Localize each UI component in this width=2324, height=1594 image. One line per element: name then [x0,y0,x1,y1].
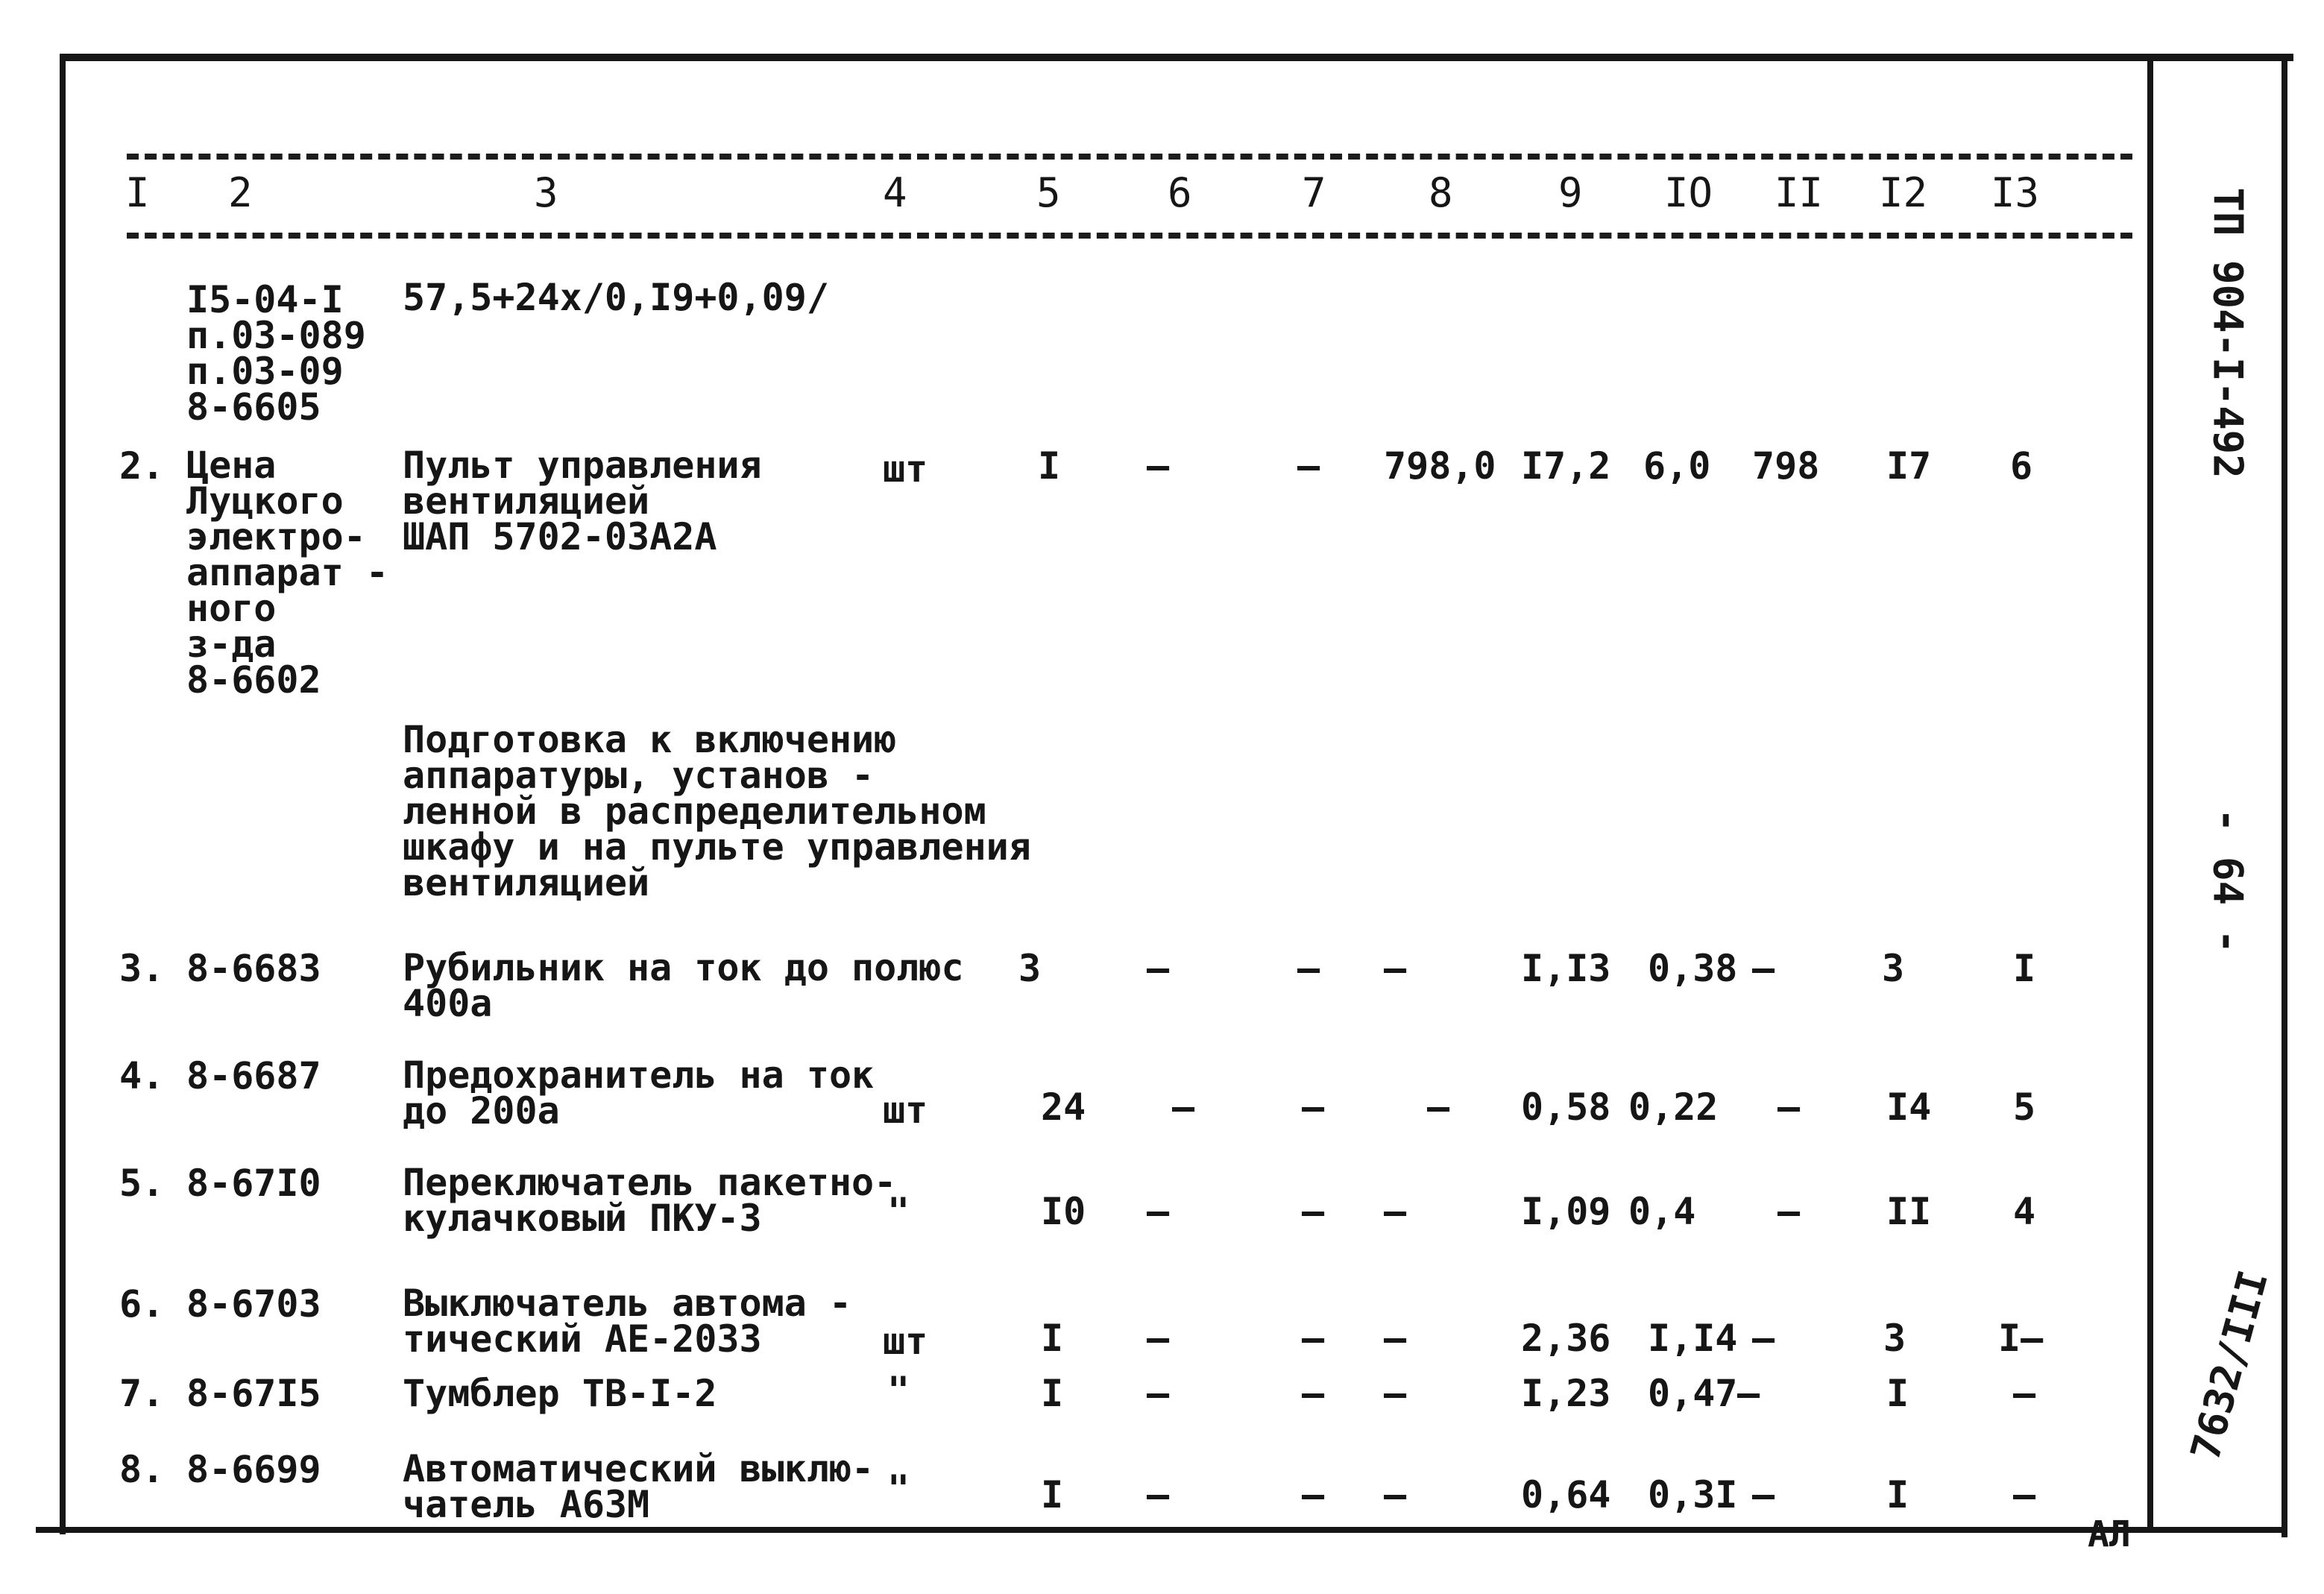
row-col9: 2,36 [1521,1317,1611,1360]
row-name: Рубильник на ток до полюс 400а [403,946,964,1025]
row-code: 8-6683 [186,947,321,990]
row-col8: – [1384,947,1407,990]
row-col10: I,I4 [1648,1317,1738,1360]
header-col-6: 6 [1168,169,1192,216]
frame-border-bottom [36,1527,2287,1533]
row-name: Переключатель пакетно- кулачковый ПКУ-3 [403,1161,897,1240]
row-col11: 798 [1752,444,1820,488]
row-unit: " [887,1369,910,1412]
header-col-11: II [1775,169,1824,216]
row-col9: I,I3 [1521,947,1611,990]
header-col-9: 9 [1558,169,1583,216]
row-col6: – [1147,444,1170,488]
row-col13: 6 [2010,444,2033,488]
header-col-4: 4 [883,169,907,216]
row-quantity: I0 [1041,1190,1086,1233]
row-name: Выключатель автома - тический АЕ-2033 [403,1282,852,1361]
row-name: Пульт управления вентиляцией ШАП 5702-03А2А [403,444,762,558]
row-col12: I4 [1886,1086,1932,1129]
header-col-7: 7 [1302,169,1326,216]
row-col10: 0,22 [1628,1086,1719,1129]
row-number: 4. [119,1054,165,1097]
stamp-divider-line [2147,61,2153,1530]
row-unit: " [887,1190,910,1233]
row-col13: 5 [2013,1086,2036,1129]
row-col12: 3 [1883,1317,1906,1360]
row-col12: I [1886,1473,1909,1516]
row-code: I5-04-I п.03-089 п.03-09 8-6605 [186,278,366,429]
frame-border-top [60,54,2293,61]
row-col11: – [1777,1190,1801,1233]
row-quantity: I [1041,1372,1064,1415]
row-code: 8-6703 [186,1282,321,1326]
row-col10: 6,0 [1643,444,1711,488]
row-number: 5. [119,1162,165,1205]
row-col13: – [2013,1372,2036,1415]
header-col-12: I2 [1879,169,1928,216]
row-col8: 798,0 [1384,444,1496,488]
header-col-1: I [125,169,150,216]
row-quantity: 24 [1041,1086,1086,1129]
header-col-3: 3 [534,169,558,216]
row-col7: – [1297,444,1320,488]
row-col11: – [1777,1086,1801,1129]
row-col10: 0,38 [1648,947,1738,990]
row-quantity: I [1041,1317,1064,1360]
row-code: Цена Луцкого электро- аппарат - ного з-да 8-6602 [186,444,388,702]
row-name: Тумблер ТВ-I-2 [403,1372,717,1415]
header-top-dashed-rule [127,154,2132,160]
row-col9: I,09 [1521,1190,1611,1233]
row-col12: 3 [1882,947,1905,990]
header-col-2: 2 [228,169,253,216]
row-col9: I,23 [1521,1372,1611,1415]
row-col6: – [1147,1372,1170,1415]
project-code-stamp: ТП 904-I-492 [2204,187,2252,479]
page-number: - 64 - [2204,807,2252,954]
row-col12: II [1886,1190,1932,1233]
row-number: 3. [119,947,165,990]
header-col-13: I3 [1991,169,2040,216]
frame-border-left [60,54,66,1534]
row-number: 6. [119,1282,165,1326]
row-col11: – [1752,1473,1775,1516]
row-quantity: I [1041,1473,1064,1516]
row-col8: – [1384,1473,1407,1516]
corner-mark: АЛ [2088,1513,2131,1555]
row-col6: – [1172,1086,1195,1129]
row-col7: – [1302,1372,1325,1415]
row-number: 2. [119,444,165,488]
row-col13: I [2013,947,2036,990]
row-col7: – [1302,1317,1325,1360]
row-col6: – [1147,1317,1170,1360]
header-bottom-dashed-rule [127,233,2132,239]
row-col11: – [1752,1317,1775,1360]
album-number: 7632/III [2181,1265,2278,1466]
row-col9: I7,2 [1521,444,1611,488]
row-col7: – [1302,1473,1325,1516]
row-col6: – [1147,1473,1170,1516]
row-col10: 0,4 [1628,1190,1696,1233]
row-col13: – [2013,1473,2036,1516]
header-col-10: IO [1664,169,1713,216]
row-code: 8-67I0 [186,1162,321,1205]
row-unit: шт [883,447,928,491]
row-number: 8. [119,1448,165,1491]
row-unit: шт [883,1320,928,1363]
row-col13: I– [1998,1317,2044,1360]
row-col8: – [1384,1317,1407,1360]
header-col-8: 8 [1429,169,1453,216]
row-col13: 4 [2013,1190,2036,1233]
row-col7: – [1302,1190,1325,1233]
row-name: Автоматический выклю- чатель А63М [403,1447,875,1526]
row-col11: – [1752,947,1775,990]
row-number: 7. [119,1372,165,1415]
row-col6: – [1147,1190,1170,1233]
row-unit: шт [883,1089,928,1132]
row-unit: " [887,1467,910,1510]
row-code: 8-6699 [186,1448,321,1491]
header-col-5: 5 [1036,169,1061,216]
section-heading: Подготовка к включению аппаратуры, установ - ленной в распределительном шкафу и на пульте управления вентиляцией [403,718,1031,904]
row-col12: I7 [1886,444,1932,488]
row-col9: 0,58 [1521,1086,1611,1129]
frame-border-right [2282,54,2287,1537]
row-col9: 0,64 [1521,1473,1611,1516]
row-name: Предохранитель на ток до 200а [403,1053,875,1133]
row-col6: – [1147,947,1170,990]
row-quantity: 3 [1018,947,1042,990]
row-col12: I [1886,1372,1909,1415]
row-col11: – [1737,1372,1760,1415]
row-col10: 0,3I [1648,1473,1738,1516]
row-name: 57,5+24x/0,I9+0,09/ [403,276,829,319]
row-quantity: I [1038,444,1061,488]
row-col8: – [1427,1086,1450,1129]
row-code: 8-6687 [186,1054,321,1097]
row-col7: – [1297,947,1320,990]
row-col10: 0,47 [1648,1372,1738,1415]
row-col8: – [1384,1190,1407,1233]
row-col7: – [1302,1086,1325,1129]
row-code: 8-67I5 [186,1372,321,1415]
row-col8: – [1384,1372,1407,1415]
